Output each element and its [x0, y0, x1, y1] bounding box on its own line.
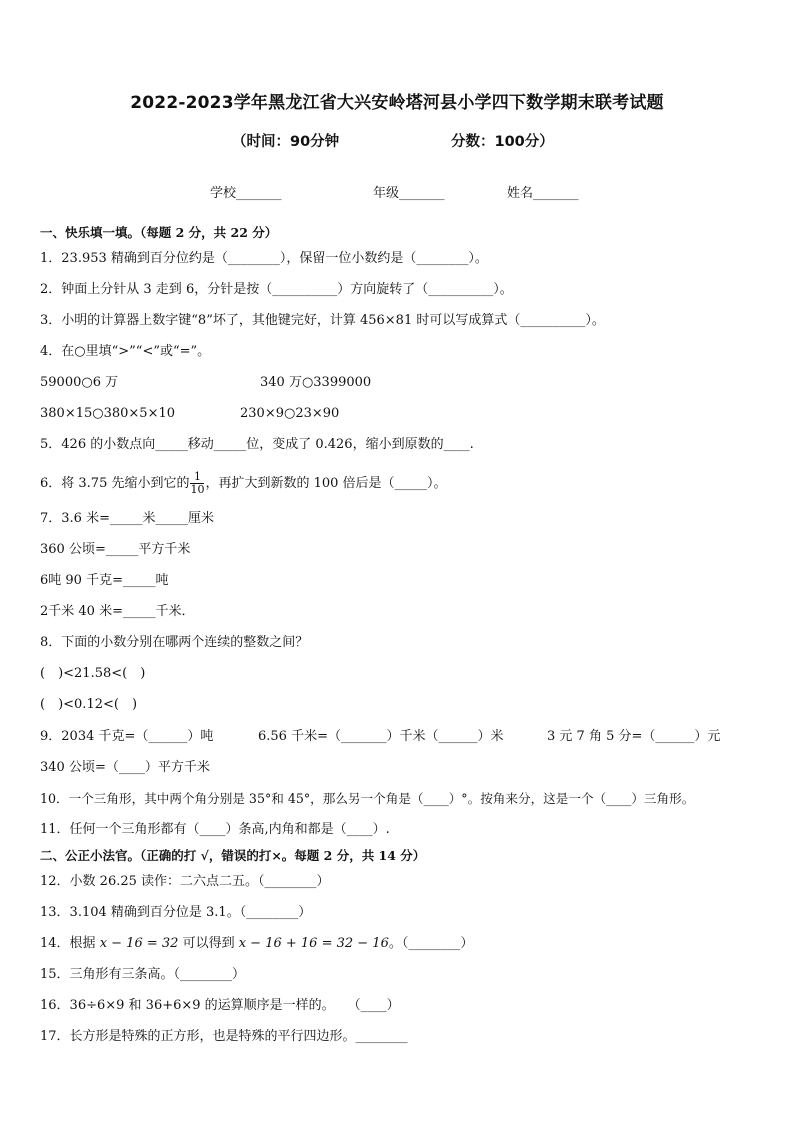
- equation-1: x − 16 = 32: [99, 936, 179, 951]
- question-2: 2．钟面上分针从 3 走到 6，分针是按（__________）方向旋转了（__________）。: [40, 282, 513, 297]
- fraction-one-tenth: [190, 471, 204, 496]
- question-14-pre: 14．根据: [40, 936, 96, 951]
- question-4d: 230×9○23×90: [240, 406, 340, 421]
- question-16: 16．36÷6×9 和 36+6×9 的运算顺序是一样的。 （____）: [40, 998, 400, 1013]
- school-field: 学校_______: [210, 186, 282, 201]
- question-3: 3．小明的计算器上数字键“8”坏了，其他键完好，计算 456×81 时可以写成算式（__________）。: [40, 313, 605, 328]
- fraction-denominator: 10: [190, 483, 205, 496]
- question-4a: 59000○6 万: [40, 375, 119, 390]
- question-4c: 380×15○380×5×10: [40, 406, 176, 421]
- question-1: 1．23.953 精确到百分位约是（________），保留一位小数约是（________）。: [40, 251, 488, 266]
- question-7c: 6吨 90 千克=_____吨: [40, 573, 169, 588]
- question-6-pre: 6．将 3.75 先缩小到它的: [40, 476, 190, 491]
- question-4b: 340 万○3399000: [260, 375, 372, 390]
- question-7b: 360 公顷=_____平方千米: [40, 542, 191, 557]
- question-9d: 340 公顷=（____）平方千米: [40, 760, 210, 775]
- section2-heading: 二、公正小法官。（正确的打 √，错误的打×。每题 2 分，共 14 分）: [40, 848, 426, 863]
- question-11: 11．任何一个三角形都有（____）条高,内角和都是（____）.: [40, 822, 390, 837]
- question-8: 8．下面的小数分别在哪两个连续的整数之间？: [40, 635, 309, 650]
- name-field: 姓名_______: [507, 186, 579, 201]
- section1-heading: 一、快乐填一填。（每题 2 分，共 22 分）: [40, 225, 278, 240]
- question-4: 4．在○里填“>”“<”或“=”。: [40, 344, 211, 359]
- question-9c: 3 元 7 角 5 分=（______）元: [547, 729, 721, 744]
- question-17: 17．长方形是特殊的正方形，也是特殊的平行四边形。________: [40, 1029, 408, 1044]
- question-14-post: 。（________）: [388, 936, 474, 951]
- question-9a: 9．2034 千克=（______）吨: [40, 729, 214, 744]
- question-15: 15．三角形有三条高。（________）: [40, 967, 246, 982]
- question-5: 5．426 的小数点向_____移动_____位，变成了 0.426，缩小到原数的____.: [40, 437, 474, 452]
- fraction-numerator: 1: [190, 471, 204, 484]
- question-12: 12．小数 26.25 读作：二六点二五。（________）: [40, 874, 330, 889]
- exam-score: 分数：100分）: [451, 134, 554, 150]
- page-title: 2022-2023学年黑龙江省大兴安岭塔河县小学四下数学期末联考试题: [130, 93, 664, 113]
- question-9b: 6.56 千米=（_______）千米（______）米: [258, 729, 504, 744]
- question-13: 13．3.104 精确到百分位是 3.1。（________）: [40, 905, 312, 920]
- question-8a: ( )<21.58<( ): [40, 666, 146, 681]
- question-14: [40, 935, 473, 953]
- question-6: [40, 471, 447, 496]
- exam-time: （时间：90分钟: [232, 134, 340, 150]
- question-10: 10．一个三角形，其中两个角分别是 35°和 45°，那么另一个角是（____）°。按角来分，这是一个（____）三角形。: [40, 791, 695, 806]
- question-6-post: ，再扩大到新数的 100 倍后是（_____）。: [205, 476, 447, 491]
- equation-2: x − 16 + 16 = 32 − 16: [238, 936, 389, 951]
- question-14-mid: 可以得到: [182, 936, 235, 951]
- question-7a: 7．3.6 米=_____米_____厘米: [40, 511, 214, 526]
- question-8b: ( )<0.12<( ): [40, 697, 138, 712]
- grade-field: 年级_______: [373, 186, 445, 201]
- question-7d: 2千米 40 米=_____千米．: [40, 604, 195, 619]
